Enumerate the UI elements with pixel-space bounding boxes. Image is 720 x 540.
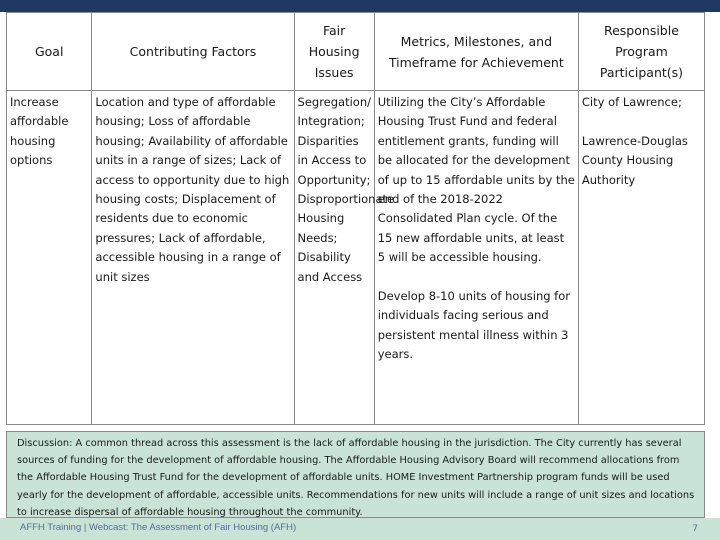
header-fair-housing-issues: Fair Housing Issues bbox=[294, 13, 374, 91]
header-goal: Goal bbox=[7, 13, 92, 91]
cell-contributing-factors: Location and type of affordable housing; Loss of affordable housing; Availability of affordable units in a range of sizes; Lack of access to opportunity due to high housing costs; Displacement of residents due to economic pressures; Lack of affordable, accessible housing in a range of unit sizes bbox=[92, 91, 294, 425]
cell-goal: Increase affordable housing options bbox=[7, 91, 92, 425]
footer-text: AFFH Training | Webcast: The Assessment of Fair Housing (AFH) bbox=[20, 522, 297, 533]
cell-fair-housing-issues: Segregation/ Integration; Disparities in Access to Opportunity; Disproportionate Housing Needs; Disability and Access bbox=[294, 91, 374, 425]
page-number: 7 bbox=[692, 524, 698, 534]
table-row bbox=[7, 91, 705, 425]
metric-paragraph: Develop 8-10 units of housing for individuals facing serious and persistent mental illness within 3 years. bbox=[377, 289, 570, 362]
header-contributing-factors: Contributing Factors bbox=[92, 13, 294, 91]
header-metrics-milestones: Metrics, Milestones, and Timeframe for Achievement bbox=[374, 13, 578, 91]
cell-metrics bbox=[374, 91, 578, 425]
top-banner-bar bbox=[0, 0, 720, 12]
metric-paragraph: Utilizing the City’s Affordable Housing Trust Fund and federal entitlement grants, funding will be allocated for the development of up to 15 affordable units by the end of the 2018-2022 Consolidated Plan cycle. Of the 15 new affordable units, at least 5 will be accessible housing. bbox=[377, 95, 575, 265]
goals-table bbox=[6, 12, 705, 425]
participant: City of Lawrence; bbox=[581, 95, 682, 109]
footer-bar bbox=[0, 518, 720, 540]
cell-responsible-participants bbox=[578, 91, 704, 425]
header-responsible-participants: Responsible Program Participant(s) bbox=[578, 13, 704, 91]
discussion-panel: Discussion: A common thread across this assessment is the lack of affordable housing in the jurisdiction. The City currently has several sources of funding for the development of affordable housing. The Affordable Housing Advisory Board will recommend allocations from the Affordable Housing Trust Fund for the development of affordable units. HOME Investment Partnership program funds will be used yearly for the development of affordable, accessible units. Recommendations for new units will include a range of unit sizes and locations to increase dispersal of affordable housing throughout the community. bbox=[6, 431, 705, 518]
goals-table-container bbox=[6, 12, 705, 431]
participant: Lawrence-Douglas County Housing Authority bbox=[581, 133, 688, 187]
table-header-row bbox=[7, 13, 705, 91]
